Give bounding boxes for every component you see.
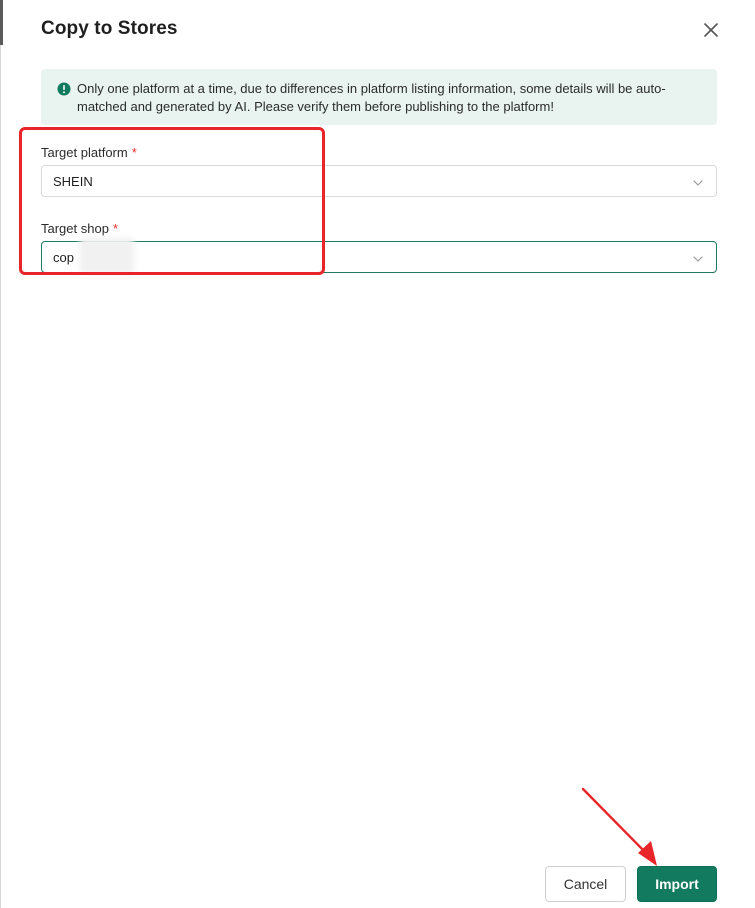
target-shop-label [41,221,118,236]
target-platform-label-text: Target platform [41,145,128,160]
target-platform-value: SHEIN [53,174,93,189]
alert-message: Only one platform at a time, due to differences in platform listing information, some details will be auto-matched and generated by AI. Please verify them before publishing to the platform! [77,81,666,114]
chevron-down-icon [692,176,704,188]
import-button[interactable]: Import [637,866,717,902]
exclamation-circle-icon [57,82,71,96]
cancel-button[interactable]: Cancel [545,866,626,902]
info-alert [41,69,717,125]
target-shop-select[interactable] [41,241,717,273]
page-edge-divider [0,0,1,908]
target-shop-label-text: Target shop [41,221,109,236]
target-platform-select[interactable] [41,165,717,197]
close-icon[interactable] [700,19,722,41]
target-shop-value: cop [53,250,74,265]
required-mark: * [112,221,118,236]
required-mark: * [131,145,137,160]
target-platform-label [41,145,137,160]
dialog-title: Copy to Stores [41,18,178,39]
page-edge-marker [0,0,3,45]
redaction-blur [80,238,134,274]
chevron-down-icon [692,252,704,264]
